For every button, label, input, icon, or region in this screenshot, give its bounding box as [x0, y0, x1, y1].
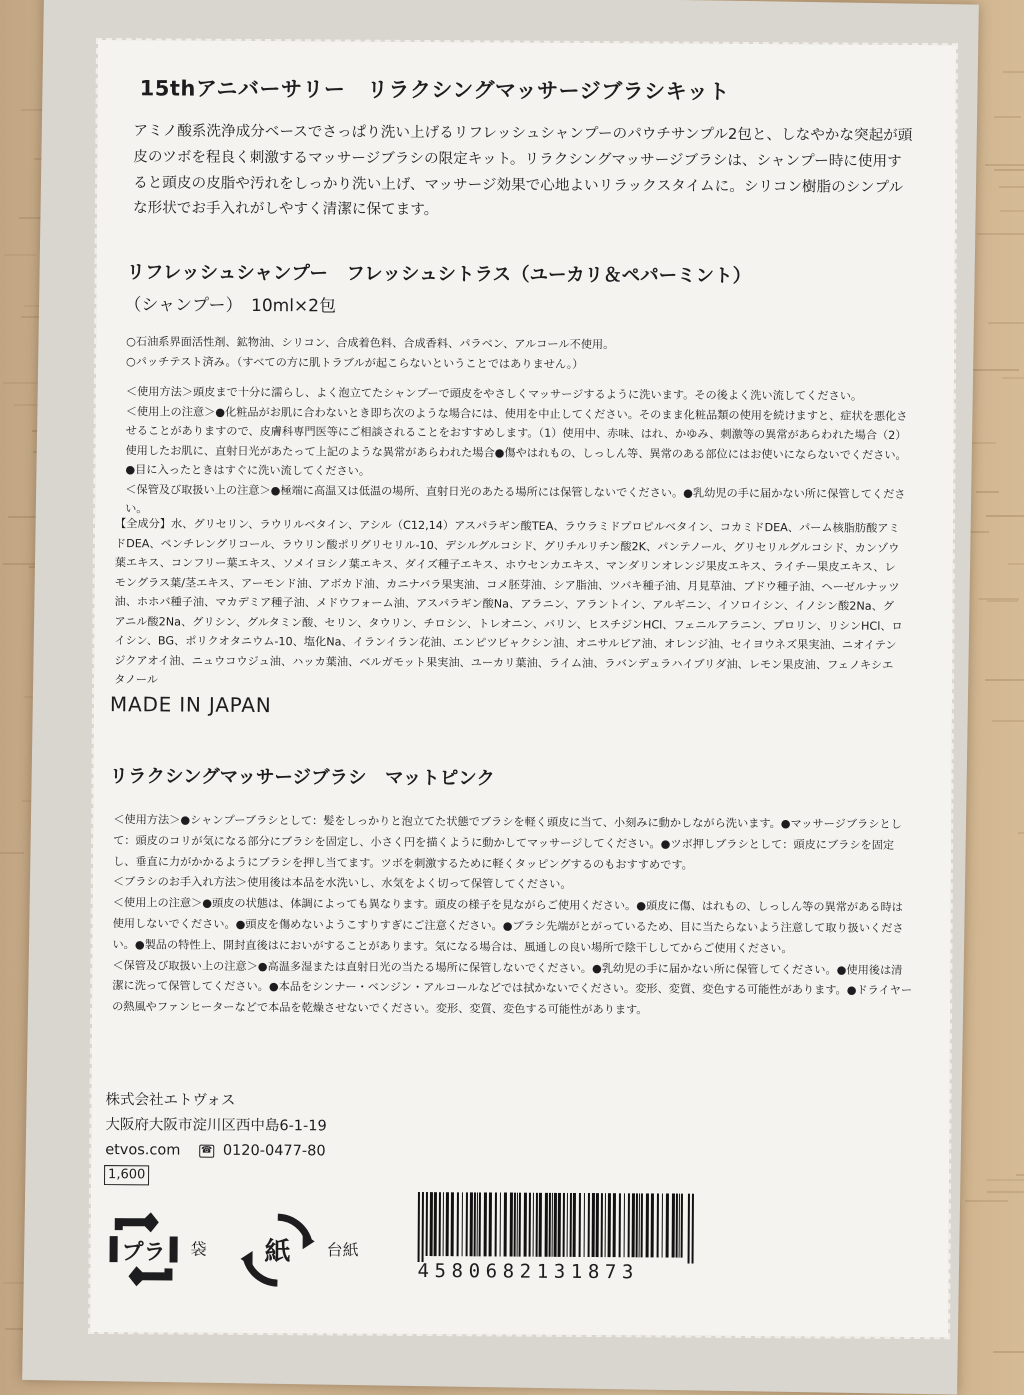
barcode-bar — [608, 1193, 611, 1257]
barcode-bar — [430, 1192, 433, 1256]
barcode-bar — [529, 1193, 531, 1257]
company-info — [105, 1088, 327, 1164]
barcode-bar — [639, 1193, 640, 1257]
barcode-bar — [533, 1193, 534, 1257]
made-in-japan: MADE IN JAPAN — [109, 692, 272, 718]
barcode-bar — [504, 1193, 507, 1257]
barcode-bar — [596, 1193, 599, 1257]
barcode-bar — [495, 1192, 497, 1256]
shampoo-notes — [126, 332, 936, 376]
barcode-bar — [418, 1192, 420, 1262]
barcode-bar — [477, 1192, 478, 1256]
barcode-bar — [573, 1193, 576, 1257]
shampoo-note-free-from: ○石油系界面活性剤、鉱物油、シリコン、合成着色料、合成香料、パラベン、アルコール不使用。 — [126, 335, 615, 352]
barcode-bar — [514, 1193, 516, 1257]
barcode-bar — [676, 1194, 678, 1258]
barcode-bar — [545, 1193, 548, 1257]
paper-symbol-text: 紙 — [264, 1237, 291, 1268]
barcode-image — [416, 1192, 698, 1264]
barcode-bar — [517, 1193, 518, 1257]
barcode-bar — [605, 1193, 606, 1257]
brush-directions — [112, 810, 913, 1023]
barcode-bar — [679, 1194, 680, 1258]
company-website: etvos.com — [105, 1142, 181, 1159]
barcode-bar — [672, 1194, 675, 1258]
barcode-bar — [641, 1193, 643, 1257]
barcode-bar — [632, 1193, 635, 1257]
barcode-bar — [592, 1193, 595, 1257]
product-label — [90, 40, 956, 1337]
barcode-bar — [479, 1192, 481, 1256]
barcode-bar — [470, 1192, 473, 1256]
barcode-bar — [636, 1193, 638, 1257]
barcode-bar — [563, 1193, 565, 1257]
barcode-bar — [462, 1192, 463, 1256]
barcode-bar — [519, 1193, 521, 1257]
barcode-bar — [439, 1192, 441, 1256]
company-name: 株式会社エトヴォス — [105, 1092, 236, 1109]
barcode-bar — [457, 1192, 459, 1256]
barcode-bar — [539, 1193, 542, 1257]
barcode-bar — [570, 1193, 572, 1257]
barcode-bar — [588, 1193, 590, 1257]
barcode-bar — [584, 1193, 585, 1257]
company-contact — [105, 1138, 327, 1164]
paper-recycle-icon — [238, 1211, 316, 1289]
kit-title: 15thアニバーサリー リラクシングマッサージブラシキット — [139, 76, 730, 104]
barcode-bar — [466, 1192, 468, 1256]
shampoo-directions — [125, 382, 916, 523]
barcode-number: 4580682131873 — [417, 1259, 640, 1284]
barcode-bar — [426, 1192, 428, 1256]
barcode-bar — [619, 1193, 621, 1257]
barcode-bar — [579, 1193, 581, 1257]
shampoo-subheading: （シャンプー） 10ml×2包 — [124, 295, 337, 317]
brush-caution: ＜使用上の注意＞●頭皮の状態は、体調によっても異なります。頭皮の様子を見ながらご使用ください。●頭皮に傷、はれもの、しっしん等の異常がある時は使用しないでください。●頭皮を傷めないようこすりすぎにご注意ください。●ブラシ先端がとがっているため、目に当たらないよう注意して取り扱いください。●製品の特性上、開封直後はにおいがすることがあります。気になる場合は、風通しの良い場所で陰干ししてからご使用ください。 — [112, 896, 904, 956]
barcode-bar — [628, 1193, 630, 1257]
barcode-bar — [474, 1192, 476, 1256]
plastic-label: 袋 — [190, 1239, 207, 1259]
barcode-bar — [434, 1192, 437, 1256]
shampoo-storage: ＜保管及び取扱い上の注意＞●極端に高温又は低温の場所、直射日光のあたる場所には保管しないでください。●乳幼児の手に届かない所に保管してください。 — [125, 482, 906, 516]
barcode-bar — [552, 1193, 553, 1257]
barcode-bar — [666, 1193, 669, 1257]
barcode-bar — [500, 1192, 501, 1256]
company-address: 大阪府大阪市淀川区西中島6-1-19 — [105, 1117, 327, 1135]
barcode-bar — [613, 1193, 616, 1257]
barcode-bar — [657, 1193, 659, 1257]
barcode-bar — [567, 1193, 568, 1257]
price-code-box: 1,600 — [104, 1165, 149, 1185]
barcode-bar — [554, 1193, 557, 1257]
brush-usage: ＜使用方法＞●シャンプーブラシとして：髪をしっかりと泡立てた状態でブラシを軽く頭皮に当て、小刻みに動かしながら洗います。●マッサージブラシとして：頭皮のコリが気になる部分にブラシを固定し、小さく円を描くように動かしてマッサージしてください。●ツボ押しブラシとして：頭皮にブラシを固定し、垂直に力がかかるようにブラシを押し当てます。ツボを刺激するために軽くタッピングするのもおすすめです。 — [112, 813, 902, 872]
barcode-bar — [624, 1193, 625, 1257]
barcode-bar — [451, 1192, 454, 1256]
shampoo-ingredients: 【全成分】水、グリセリン、ラウリルベタイン、アシル（C12,14）アスパラギン酸TEA、ラウラミドプロピルベタイン、コカミドDEA、パーム核脂肪酸アミドDEA、ペンチレングリコール、ラウリン酸ポリグリセリル-10、デシルグルコシド、グリチルリチン酸2K、パンテノール、グリセリルグルコシド、カンゾウ葉エキス、コンフリー葉エキス、ソメイヨシノ葉エキス、ダイズ種子エキス、ホウセンカエキス、マンダリンオレンジ果皮エキス、ライチー果皮エキス、レモングラス葉/茎エキス、アーモンド油、アボカド油、カニナバラ果実油、コメ胚芽油、シア脂油、ツバキ種子油、月見草油、ブドウ種子油、ヘーゼルナッツ油、ホホバ種子油、マカデミア種子油、メドウフォーム油、アスパラギン酸Na、アラニン、アラントイン、アルギニン、イソロイシン、イノシン酸2Na、グアニル酸2Na、グリシン、グルタミン酸、セリン、タウリン、チロシン、トレオニン、バリン、ヒスチジンHCl、フェニルアラニン、プロリン、リシンHCl、ロイシン、BG、ポリクオタニウム-10、塩化Na、イランイラン花油、エンピツビャクシン油、オニサルビア油、オレンジ油、セイヨウネズ果実油、ニオイテンジクアオイ油、ニュウコウジュ油、ハッカ葉油、ベルガモット果実油、ユーカリ葉油、ライム油、ラバンデュラハイブリダ油、レモン果皮油、フェノキシエタノール — [114, 517, 903, 687]
barcode-bar — [651, 1193, 654, 1257]
barcode-bar — [681, 1194, 683, 1258]
brush-storage: ＜保管及び取扱い上の注意＞●高温多湿または直射日光の当たる場所に保管しないでください。●乳幼児の手に届かない所に保管してください。●使用後は清潔に洗って保管してください。●本品をシンナー・ベンジン・アルコールなどでは拭かないでください。変形、変質、変色する可能性があります。●ドライヤーの熱風やファンヒーターなどで本品を乾燥させないでください。変形、変質、変色する可能性があります。 — [112, 958, 913, 1017]
shampoo-heading: リフレッシュシャンプー フレッシュシトラス（ユーカリ＆ペパーミント） — [126, 262, 752, 287]
barcode-bar — [646, 1193, 649, 1257]
brush-heading: リラクシングマッサージブラシ マットピンク — [109, 766, 496, 790]
shampoo-note-patch-test: ○パッチテスト済み。（すべての方に肌トラブルが起こらないということではありません。） — [125, 354, 584, 371]
barcode-bar — [443, 1192, 444, 1256]
barcode-bar — [549, 1193, 551, 1257]
plastic-recycle-icon — [104, 1210, 182, 1288]
free-dial-icon: ☎ — [199, 1145, 214, 1158]
barcode-bar — [692, 1194, 694, 1264]
plastic-symbol-text: プラ — [121, 1240, 166, 1266]
shampoo-caution: ＜使用上の注意＞●化粧品がお肌に合わないとき即ち次のような場合には、使用を中止してください。そのまま化粧品類の使用を続けますと、症状を悪化させることがありますので、皮膚科専門医等にご相談されることをおすすめします。（1）使用中、赤味、はれ、かゆみ、刺激等の異常があらわれた場合（2）使用したお肌に、直射日光があたって上記のような異常があらわれた場合●傷やはれもの、しっしん等、異常のある部位にはお使いにならないでください。●目に入ったときはすぐに洗い流してください。 — [125, 404, 908, 478]
barcode-bar — [601, 1193, 603, 1257]
barcode-bar — [524, 1193, 527, 1257]
kit-description: アミノ酸系洗浄成分ベースでさっぱり洗い上げるリフレッシュシャンプーのパウチサンプル2包と、しなやかな突起が頭皮のツボを程良く刺激するマッサージブラシの限定キット。リラクシングマッサージブラシは、シャンプー時に使用すると頭皮の皮脂や汚れをしっかり洗い上げ、マッサージ効果で心地よいリラックスタイムに。シリコン樹脂のシンプルな形状でお手入れがしやすく清潔に保てます。 — [132, 122, 913, 219]
barcode-bar — [489, 1192, 492, 1256]
paper-label: 台紙 — [326, 1240, 359, 1260]
barcode-bar — [484, 1192, 487, 1256]
company-phone: 0120-0477-80 — [222, 1142, 326, 1160]
barcode-bar — [422, 1192, 424, 1262]
barcode-bar — [536, 1193, 538, 1257]
shampoo-usage: ＜使用方法＞頭皮まで十分に濡らし、よく泡立てたシャンプーで頭皮をやさしくマッサージするように洗います。その後よく洗い流してください。 — [125, 385, 863, 403]
barcode-bar — [510, 1193, 513, 1257]
barcode-bar — [662, 1193, 663, 1257]
barcode-bar — [446, 1192, 449, 1256]
barcode-bar — [688, 1194, 690, 1264]
barcode-bar — [558, 1193, 561, 1257]
brush-care: ＜ブラシのお手入れ方法＞使用後は本品を水洗いし、水気をよく切って保管してください。 — [112, 875, 572, 892]
